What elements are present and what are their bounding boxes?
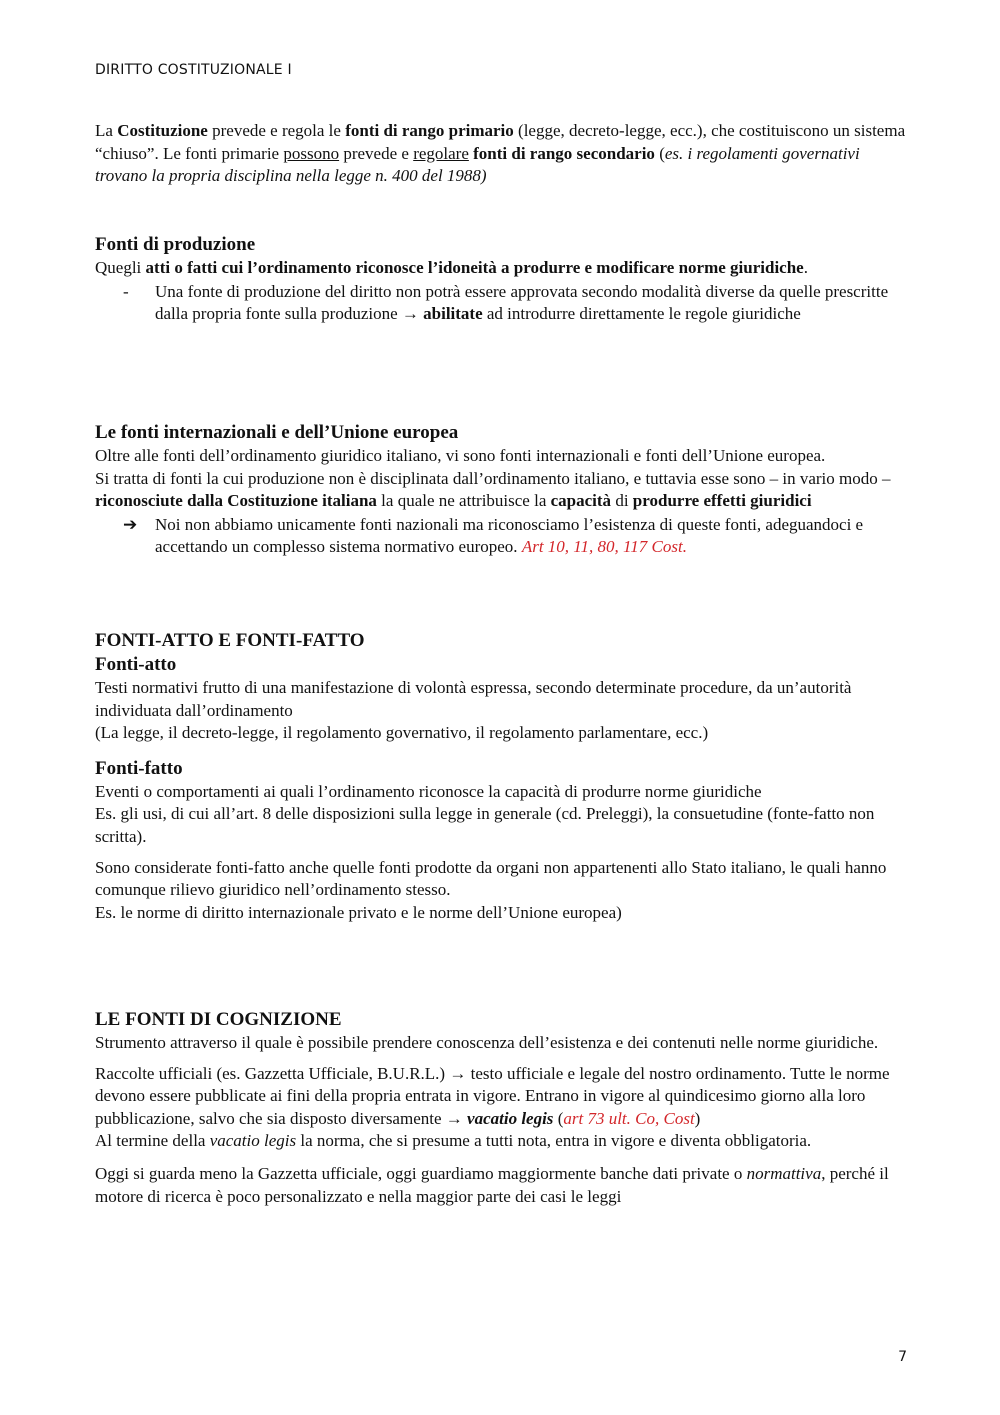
paragraph: Es. gli usi, di cui all’art. 8 delle disposizioni sulla legge in generale (cd. Preleggi), la consuetudine (fonte-fatto non scritta). [95, 804, 875, 846]
text: Una fonte di produzione del diritto non potrà essere approvata secondo modalità diverse da quelle prescritte dalla propria fonte sulla produzione [155, 281, 889, 324]
text-bold: fonti di rango primario [345, 121, 514, 140]
text-bold-italic: vacatio legis [467, 1108, 554, 1128]
article-reference: Art 10, 11, 80, 117 Cost. [521, 537, 687, 557]
subsection-heading: Fonti-atto [95, 654, 177, 675]
section-heading: FONTI-ATTO E FONTI-FATTO [95, 630, 365, 651]
text: (legge, decreto-legge, ecc.), che costituiscono un sistema “chiuso”. Le fonti primarie [95, 121, 906, 163]
arrow-bullet-icon: ➔ [123, 514, 138, 534]
text: ) [694, 1108, 701, 1128]
text-bold: riconosciute dalla Costituzione italiana [95, 491, 377, 511]
text: . [803, 258, 808, 277]
paragraph [95, 1130, 910, 1153]
text: la norma, che si presume a tutti nota, entra in vigore e diventa obbligatoria. [296, 1131, 812, 1151]
paragraph [95, 1163, 910, 1208]
text-bold: atti o fatti cui l’ordinamento riconosce l’idoneità a produrre e modificare norme giuridiche [145, 258, 804, 277]
text: ad introdurre direttamente le regole giuridiche [482, 304, 801, 324]
paragraph: Eventi o comportamenti ai quali l’ordinamento riconosce la capacità di produrre norme giuridiche [95, 781, 762, 801]
text: Raccolte ufficiali (es. Gazzetta Ufficiale, B.U.R.L.) [95, 1063, 450, 1083]
text-bold: fonti di rango secondario [473, 143, 655, 163]
text: Oggi si guarda meno la Gazzetta ufficiale, oggi guardiamo maggiormente banche dati private o [95, 1163, 747, 1183]
dash-bullet: - [123, 281, 129, 301]
section-fonti-produzione [95, 233, 910, 326]
text-bold: produrre effetti giuridici [632, 491, 812, 511]
paragraph: Sono considerate fonti-fatto anche quelle fonti prodotte da organi non appartenenti allo Stato italiano, le quali hanno comunque rilievo giuridico nell’ordinamento stesso. [95, 857, 887, 900]
paragraph: (La legge, il decreto-legge, il regolamento governativo, il regolamento parlamentare, ecc.) [95, 723, 709, 743]
text: prevede e [339, 143, 414, 163]
subsection-heading: Fonti-fatto [95, 757, 183, 779]
text: di [611, 491, 633, 511]
text-italic: normattiva [746, 1163, 822, 1183]
text: Si tratta di fonti la cui produzione non è disciplinata dall’ordinamento italiano, e tuttavia esse sono – in vario modo – [95, 468, 891, 488]
arrow-icon: → [449, 1063, 467, 1083]
text: Quegli [95, 258, 146, 277]
text: Noi non abbiamo unicamente fonti nazionali ma riconosciamo l’esistenza di queste fonti, adeguandoci e accettando un complesso sistema normativo europeo. [155, 514, 864, 557]
paragraph: Es. le norme di diritto internazionale privato e le norme dell’Unione europea) [95, 902, 622, 922]
text: ( [654, 143, 665, 163]
paragraph: Strumento attraverso il quale è possibile prendere conoscenza dell’esistenza e dei contenuti nelle norme giuridiche. [95, 1033, 879, 1052]
text: Al termine della [95, 1131, 210, 1151]
text-underlined: regolare [413, 143, 469, 163]
list-item [95, 281, 910, 326]
text: , perché il motore di ricerca è poco personalizzato e nella maggior parte dei casi le leggi [95, 1163, 889, 1206]
text-bold: abilitate [423, 304, 483, 324]
section-heading: Fonti di produzione [95, 234, 256, 255]
paragraph [95, 1063, 910, 1131]
text-bold: Costituzione [117, 121, 208, 140]
section-heading: LE FONTI DI COGNIZIONE [95, 1009, 342, 1030]
page-number: 7 [898, 1349, 907, 1365]
intro-paragraph [95, 120, 910, 188]
arrow-icon: → [401, 304, 419, 324]
text-italic: es. i regolamenti governativi trovano la propria disciplina nella legge n. 400 del 1988) [95, 143, 860, 186]
text: testo ufficiale e legale del nostro ordinamento. Tutte le norme devono essere pubblicate ai fini della propria entrata in vigore. Entrano in vigore al quindicesimo giorno alla loro pubblicazione, salvo che sia disposto diversamente [95, 1063, 890, 1128]
text-bold: capacità [550, 491, 612, 511]
paragraph: Testi normativi frutto di una manifestazione di volontà espressa, secondo determinate procedure, da un’autorità individuata dall’ordinamento [95, 678, 852, 720]
text: prevede e regola le [207, 121, 346, 140]
paragraph: Oltre alle fonti dell’ordinamento giuridico italiano, vi sono fonti internazionali e fonti dell’Unione europea. [95, 446, 826, 465]
section-fonti-atto-fatto [95, 629, 910, 924]
section-heading: Le fonti internazionali e dell’Unione europea [95, 422, 459, 443]
text-italic: vacatio legis [209, 1131, 297, 1151]
arrow-icon: → [445, 1108, 463, 1128]
text-underlined: possono [283, 143, 340, 163]
text: la quale ne attribuisce la [376, 491, 551, 511]
article-reference: art 73 ult. Co, Cost [563, 1108, 695, 1128]
section-fonti-cognizione [95, 1008, 910, 1208]
page-header: DIRITTO COSTITUZIONALE I [95, 62, 292, 78]
section-fonti-internazionali [95, 421, 910, 559]
text: ( [553, 1108, 564, 1128]
text: La [95, 121, 118, 140]
paragraph [95, 468, 910, 513]
list-item [95, 514, 910, 559]
definition-paragraph [95, 257, 910, 280]
